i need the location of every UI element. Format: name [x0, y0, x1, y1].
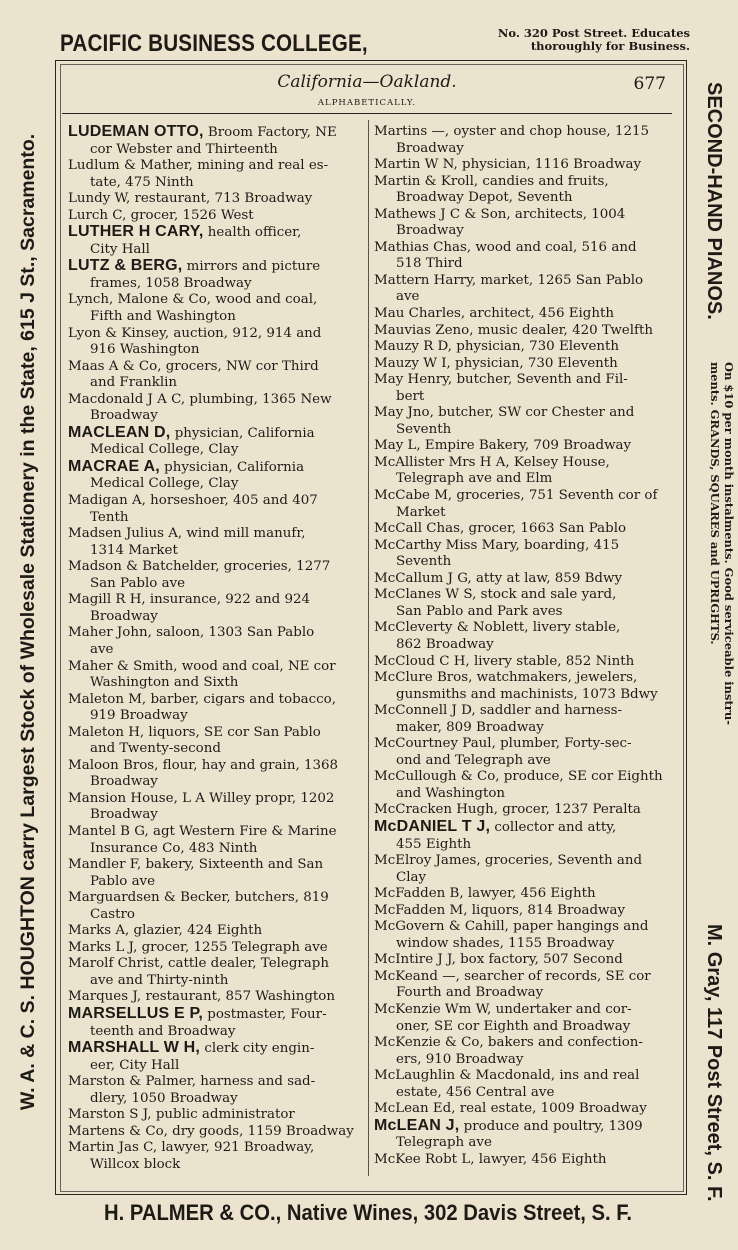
running-title: California—Oakland.	[277, 72, 457, 92]
entry-continuation: ave	[396, 289, 420, 305]
directory-entry	[374, 853, 670, 886]
entry-continuation: Tenth	[90, 509, 129, 525]
directory-entry	[374, 521, 670, 538]
entry-text: McFadden B, lawyer, 456 Eighth	[374, 886, 596, 902]
entry-name-bold: MACRAE A,	[68, 457, 160, 475]
right-column	[374, 124, 670, 1168]
directory-entry	[68, 692, 364, 725]
directory-entry	[68, 191, 364, 208]
entry-text: collector and atty,	[490, 819, 617, 835]
directory-entry	[374, 306, 670, 323]
entry-text: Mathias Chas, wood and coal, 516 and	[374, 239, 637, 255]
entry-text: Mantel B G, agt Western Fire & Marine	[68, 823, 337, 839]
entry-text: McCleverty & Noblett, livery stable,	[374, 620, 621, 636]
directory-entry	[374, 769, 670, 802]
entry-continuation: Medical College, Clay	[90, 442, 239, 458]
entry-continuation: estate, 456 Central ave	[396, 1084, 555, 1100]
entry-continuation: Fourth and Broadway	[396, 985, 544, 1001]
directory-entry	[68, 224, 364, 258]
entry-text: postmaster, Four-	[202, 1006, 327, 1022]
directory-entry	[68, 989, 364, 1006]
directory-entry	[68, 124, 364, 158]
directory-entry	[68, 258, 364, 292]
entry-text: Lynch, Malone & Co, wood and coal,	[68, 292, 318, 308]
directory-entry	[68, 459, 364, 493]
entry-text: McElroy James, groceries, Seventh and	[374, 853, 643, 869]
directory-entry	[374, 438, 670, 455]
entry-continuation: 518 Third	[396, 256, 463, 272]
entry-text: May Henry, butcher, Seventh and Fil-	[374, 372, 628, 388]
entry-text: Mau Charles, architect, 456 Eighth	[374, 306, 614, 322]
palmer-advertisement: H. PALMER & CO., Native Wines, 302 Davis Street, S. F.	[103, 1200, 633, 1225]
entry-text: Marks A, glazier, 424 Eighth	[68, 923, 263, 939]
entry-text: Marques J, restaurant, 857 Washington	[68, 989, 335, 1005]
entry-text: Mandler F, bakery, Sixteenth and San	[68, 857, 324, 873]
entry-text: McKenzie Wm W, undertaker and cor-	[374, 1001, 632, 1017]
entry-continuation: ave	[90, 641, 114, 657]
entry-continuation: 919 Broadway	[90, 708, 188, 724]
entry-continuation: 455 Eighth	[396, 836, 472, 852]
entry-continuation: ers, 910 Broadway	[396, 1051, 524, 1067]
entry-continuation: Broadway	[90, 408, 158, 424]
directory-entry	[68, 1124, 364, 1141]
directory-entry	[68, 725, 364, 758]
entry-text: McKeand —, searcher of records, SE cor	[374, 968, 651, 984]
right-margin-advertisement	[688, 82, 736, 1202]
directory-entry	[68, 1140, 364, 1173]
directory-entry	[68, 1107, 364, 1124]
entry-text: Madson & Batchelder, groceries, 1277	[68, 559, 331, 575]
directory-entry	[374, 969, 670, 1002]
entry-text: health officer,	[203, 225, 302, 241]
entry-continuation: Medical College, Clay	[90, 476, 239, 492]
directory-entry	[374, 1068, 670, 1101]
directory-entry	[374, 952, 670, 969]
entry-continuation: Telegraph ave	[396, 1135, 492, 1151]
entry-text: Magill R H, insurance, 922 and 924	[68, 592, 311, 608]
directory-entry	[374, 1118, 670, 1152]
entry-name-bold: MACLEAN D,	[68, 423, 171, 441]
entry-continuation: and Twenty-second	[90, 741, 221, 757]
directory-entry	[374, 736, 670, 769]
directory-entry	[68, 890, 364, 923]
top-advertisement	[60, 26, 690, 62]
directory-entry	[68, 392, 364, 425]
entry-text: McLaughlin & Macdonald, ins and real	[374, 1068, 640, 1084]
entry-text: Marks L J, grocer, 1255 Telegraph ave	[68, 939, 328, 955]
entry-text: McFadden M, liquors, 814 Broadway	[374, 902, 626, 918]
instalments-line-1: On $10 per month instalments. Good serviceable instru-	[722, 362, 736, 725]
entry-continuation: Willcox block	[90, 1156, 181, 1172]
entry-text: Madsen Julius A, wind mill manufr,	[68, 526, 306, 542]
entry-continuation: Clay	[396, 869, 427, 885]
entry-continuation: teenth and Broadway	[90, 1023, 236, 1039]
entry-continuation: ond and Telegraph ave	[396, 752, 551, 768]
instalments-text	[702, 362, 736, 902]
entry-text: physician, California	[170, 425, 315, 441]
directory-entry	[68, 292, 364, 325]
directory-entry	[374, 1002, 670, 1035]
entry-text: McCallum J G, atty at law, 859 Bdwy	[374, 570, 623, 586]
entry-text: Madigan A, horseshoer, 405 and 407	[68, 493, 318, 509]
entry-text: Martens & Co, dry goods, 1159 Broadway	[68, 1123, 354, 1139]
entry-name-bold: MARSHALL W H,	[68, 1039, 201, 1057]
entry-continuation: eer, City Hall	[90, 1057, 180, 1073]
entry-text: McCourtney Paul, plumber, Forty-sec-	[374, 736, 632, 752]
entry-text: physician, California	[159, 459, 305, 475]
directory-entry	[68, 923, 364, 940]
directory-entry	[374, 240, 670, 273]
directory-entry	[68, 1040, 364, 1074]
entry-continuation: Seventh	[396, 421, 452, 437]
entry-continuation: Broadway	[90, 608, 158, 624]
entry-continuation: Seventh	[396, 554, 452, 570]
entry-text: McCloud C H, livery stable, 852 Ninth	[374, 653, 635, 669]
tagline-line-2: thoroughly for Business.	[530, 39, 690, 53]
directory-entry	[68, 857, 364, 890]
entry-text: Marguardsen & Becker, butchers, 819	[68, 890, 329, 906]
directory-entry	[374, 703, 670, 736]
entry-text: Lurch C, grocer, 1526 West	[68, 207, 254, 223]
entry-text: Maleton M, barber, cigars and tobacco,	[68, 691, 336, 707]
entry-text: Maas A & Co, grocers, NW cor Third	[68, 358, 319, 374]
entry-continuation: and Franklin	[90, 375, 178, 391]
entry-continuation: Broadway	[90, 774, 158, 790]
directory-entry	[68, 208, 364, 225]
directory-entry	[374, 323, 670, 340]
directory-entry	[374, 273, 670, 306]
entry-text: Maher John, saloon, 1303 San Pablo	[68, 625, 315, 641]
entry-text: Macdonald J A C, plumbing, 1365 New	[68, 391, 332, 407]
directory-entry	[374, 1101, 670, 1118]
directory-entry	[68, 493, 364, 526]
directory-entry	[374, 886, 670, 903]
entry-continuation: window shades, 1155 Broadway	[396, 935, 615, 951]
entry-text: McCullough & Co, produce, SE cor Eighth	[374, 769, 663, 785]
entry-continuation: Washington and Sixth	[90, 675, 239, 691]
entry-text: McIntire J J, box factory, 507 Second	[374, 952, 623, 968]
header-rule	[62, 113, 672, 114]
directory-entry	[68, 940, 364, 957]
directory-entry	[374, 802, 670, 819]
entry-text: Ludlum & Mather, mining and real es-	[68, 158, 329, 174]
entry-continuation: 1314 Market	[90, 542, 178, 558]
directory-entry	[68, 956, 364, 989]
entry-text: McClanes W S, stock and sale yard,	[374, 587, 617, 603]
entry-name-bold: MARSELLUS E P,	[68, 1004, 203, 1022]
tagline-line-1: No. 320 Post Street. Educates	[497, 26, 690, 40]
entry-continuation: Telegraph ave and Elm	[396, 471, 553, 487]
left-column	[68, 124, 364, 1173]
entry-text: Lyon & Kinsey, auction, 912, 914 and	[68, 325, 322, 341]
directory-entry	[68, 526, 364, 559]
entry-continuation: City Hall	[90, 241, 150, 257]
entry-text: Martins —, oyster and chop house, 1215	[374, 124, 650, 139]
bottom-advertisement	[62, 1196, 674, 1230]
entry-name-bold: LUDEMAN OTTO,	[68, 123, 204, 140]
directory-entry	[374, 207, 670, 240]
directory-entry	[68, 758, 364, 791]
page-number: 677	[633, 74, 666, 94]
entry-text: Martin Jas C, lawyer, 921 Broadway,	[68, 1140, 315, 1156]
directory-entry	[374, 1035, 670, 1068]
entry-text: McCracken Hugh, grocer, 1237 Peralta	[374, 802, 641, 818]
entry-continuation: maker, 809 Broadway	[396, 719, 544, 735]
entry-continuation: Insurance Co, 483 Ninth	[90, 840, 258, 856]
entry-text: Mattern Harry, market, 1265 San Pablo	[374, 272, 644, 288]
entry-name-bold: LUTHER H CARY,	[68, 223, 204, 241]
directory-entry	[374, 670, 670, 703]
entry-continuation: Broadway	[396, 223, 464, 239]
entry-continuation: and Washington	[396, 785, 506, 801]
entry-text: McCarthy Miss Mary, boarding, 415	[374, 537, 620, 553]
directory-entry	[374, 587, 670, 620]
entry-text: McKee Robt L, lawyer, 456 Eighth	[374, 1151, 607, 1167]
entry-text: Marston & Palmer, harness and sad-	[68, 1074, 316, 1090]
entry-text: McCabe M, groceries, 751 Seventh cor of	[374, 488, 658, 504]
directory-entry	[374, 174, 670, 207]
entry-text: Maleton H, liquors, SE cor San Pablo	[68, 724, 321, 740]
directory-entry	[68, 359, 364, 392]
entry-text: May L, Empire Bakery, 709 Broadway	[374, 438, 632, 454]
directory-entry	[374, 620, 670, 653]
entry-text: May Jno, butcher, SW cor Chester and	[374, 405, 635, 421]
directory-entry	[374, 488, 670, 521]
entry-text: Mauvias Zeno, music dealer, 420 Twelfth	[374, 322, 653, 338]
directory-entry	[374, 455, 670, 488]
entry-continuation: Market	[396, 504, 446, 520]
entry-continuation: Broadway	[396, 140, 464, 156]
entry-continuation: Castro	[90, 906, 135, 922]
directory-entry	[374, 372, 670, 405]
entry-text: Mathews J C & Son, architects, 1004	[374, 206, 626, 222]
houghton-advertisement: W. A. & C. S. HOUGHTON carry Largest Stock of Wholesale Stationery in the State, 615 J St., Sacramento.	[17, 133, 39, 1111]
college-tagline	[400, 27, 690, 53]
directory-entry	[374, 538, 670, 571]
entry-text: McLean Ed, real estate, 1009 Broadway	[374, 1101, 647, 1117]
directory-entry	[374, 1152, 670, 1169]
entry-text: Mauzy W I, physician, 730 Eleventh	[374, 355, 618, 371]
entry-continuation: 916 Washington	[90, 342, 200, 358]
directory-entry	[68, 1006, 364, 1040]
directory-entry	[68, 592, 364, 625]
entry-text: McGovern & Cahill, paper hangings and	[374, 919, 649, 935]
entry-text: Mansion House, L A Willey propr, 1202	[68, 790, 335, 806]
entry-name-bold: McDANIEL T J,	[374, 817, 491, 835]
entry-continuation: gunsmiths and machinists, 1073 Bdwy	[396, 686, 658, 702]
directory-entry	[374, 903, 670, 920]
directory-entry	[68, 824, 364, 857]
entry-text: Broom Factory, NE	[203, 125, 337, 140]
instalments-line-2: ments. GRANDS, SQUARES and UPRIGHTS.	[708, 362, 722, 645]
directory-entry	[374, 571, 670, 588]
entry-continuation: bert	[396, 388, 425, 404]
entry-text: Lundy W, restaurant, 713 Broadway	[68, 191, 313, 207]
entry-continuation: dlery, 1050 Broadway	[90, 1090, 238, 1106]
entry-text: Martin W N, physician, 1116 Broadway	[374, 157, 642, 173]
entry-continuation: cor Webster and Thirteenth	[90, 141, 278, 157]
directory-entry	[374, 339, 670, 356]
directory-entry	[374, 654, 670, 671]
directory-entry	[68, 158, 364, 191]
entry-text: McAllister Mrs H A, Kelsey House,	[374, 454, 610, 470]
directory-entry	[374, 405, 670, 438]
entry-text: Martin & Kroll, candies and fruits,	[374, 173, 609, 189]
directory-entry	[68, 559, 364, 592]
directory-entry	[68, 326, 364, 359]
pianos-heading: SECOND-HAND PIANOS.	[703, 82, 725, 320]
entry-continuation: Broadway Depot, Seventh	[396, 190, 573, 206]
entry-text: produce and poultry, 1309	[459, 1118, 643, 1134]
entry-continuation: San Pablo ave	[90, 575, 186, 591]
entry-name-bold: McLEAN J,	[374, 1116, 460, 1134]
directory-entry	[374, 124, 670, 157]
entry-continuation: tate, 475 Ninth	[90, 174, 194, 190]
entry-text: McCall Chas, grocer, 1663 San Pablo	[374, 521, 627, 537]
entry-text: Maher & Smith, wood and coal, NE cor	[68, 658, 336, 674]
entry-text: Mauzy R D, physician, 730 Eleventh	[374, 339, 620, 355]
directory-entry	[68, 625, 364, 658]
page-header	[62, 72, 672, 112]
entry-text: Marolf Christ, cattle dealer, Telegraph	[68, 956, 329, 972]
entry-text: clerk city engin-	[200, 1041, 315, 1057]
entry-text: mirrors and picture	[182, 259, 321, 275]
directory-entry	[374, 356, 670, 373]
entry-continuation: frames, 1058 Broadway	[90, 275, 252, 291]
entry-continuation: Broadway	[90, 807, 158, 823]
entry-text: Maloon Bros, flour, hay and grain, 1368	[68, 757, 339, 773]
entry-text: McClure Bros, watchmakers, jewelers,	[374, 670, 638, 686]
directory-entry	[68, 659, 364, 692]
column-divider	[368, 120, 369, 1176]
gray-address: M. Gray, 117 Post Street, S. F.	[703, 924, 725, 1202]
directory-entry	[374, 157, 670, 174]
entry-continuation: ave and Thirty-ninth	[90, 972, 229, 988]
entry-continuation: San Pablo and Park aves	[396, 603, 563, 619]
entry-continuation: Pablo ave	[90, 873, 156, 889]
entry-text: McConnell J D, saddler and harness-	[374, 703, 623, 719]
entry-text: McKenzie & Co, bakers and confection-	[374, 1035, 643, 1051]
entry-name-bold: LUTZ & BERG,	[68, 257, 183, 275]
entry-continuation: oner, SE cor Eighth and Broadway	[396, 1018, 631, 1034]
section-subhead: ALPHABETICALLY.	[317, 98, 417, 108]
directory-entry	[374, 919, 670, 952]
directory-entry	[68, 1074, 364, 1107]
directory-entry	[68, 425, 364, 459]
entry-continuation: Fifth and Washington	[90, 309, 236, 325]
entry-continuation: 862 Broadway	[396, 636, 494, 652]
college-name: PACIFIC BUSINESS COLLEGE,	[60, 30, 368, 57]
entry-text: Marston S J, public administrator	[68, 1107, 295, 1123]
directory-entry	[68, 791, 364, 824]
directory-entry	[374, 819, 670, 853]
